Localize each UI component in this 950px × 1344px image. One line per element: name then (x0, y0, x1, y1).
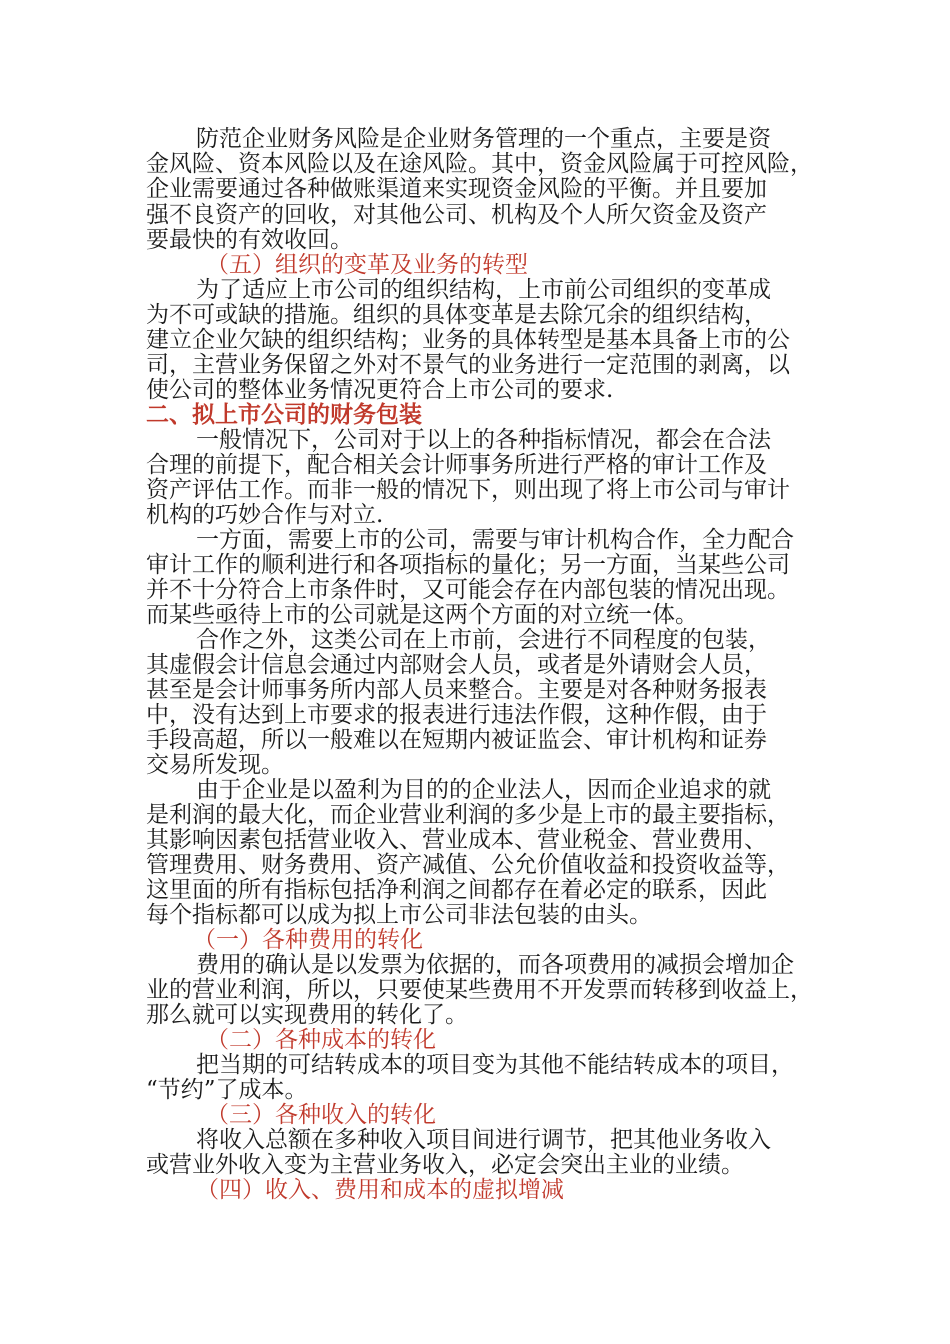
para-general-line-2: 合理的前提下，配合相关会计师事务所进行严格的审计工作及 (146, 452, 767, 478)
para-coop-line-6: 交易所发现。 (146, 752, 284, 778)
para-profit-line-4: 管理费用、财务费用、资产减值、公允价值收益和投资收益等， (146, 852, 790, 878)
para-income-line-1: 将收入总额在多种收入项目间进行调节，把其他业务收入 (196, 1127, 771, 1153)
para-general-line-3: 资产评估工作。而非一般的情况下，则出现了将上市公司与审计 (146, 477, 790, 503)
para-expense-line-2: 业的营业利润，所以，只要使某些费用不开发票而转移到收益上， (146, 977, 813, 1003)
para-profit-line-1: 由于企业是以盈利为目的的企业法人，因而企业追求的就 (196, 777, 771, 803)
para-coop-line-5: 手段高超，所以一般难以在短期内被证监会、审计机构和证券 (146, 727, 767, 753)
subheading-2: （二）各种成本的转化 (206, 1027, 436, 1053)
subheading-3: （三）各种收入的转化 (206, 1102, 436, 1128)
para-profit-line-2: 是利润的最大化，而企业营业利润的多少是上市的最主要指标， (146, 802, 790, 828)
para-aspect-line-2: 审计工作的顺利进行和各项指标的量化；另一方面，当某些公司 (146, 552, 790, 578)
para-aspect-line-4: 而某些亟待上市的公司就是这两个方面的对立统一体。 (146, 602, 698, 628)
para-org-line-4: 司，主营业务保留之外对不景气的业务进行一定范围的剥离，以 (146, 352, 790, 378)
para-cost-line-1: 把当期的可结转成本的项目变为其他不能结转成本的项目， (196, 1052, 794, 1078)
para-aspect-line-1: 一方面，需要上市的公司，需要与审计机构合作，全力配合 (196, 527, 794, 553)
para-risk-line-4: 强不良资产的回收，对其他公司、机构及个人所欠资金及资产 (146, 202, 767, 228)
para-general-line-1: 一般情况下，公司对于以上的各种指标情况，都会在合法 (196, 427, 771, 453)
para-profit-line-3: 其影响因素包括营业收入、营业成本、营业税金、营业费用、 (146, 827, 767, 853)
para-coop-line-4: 中，没有达到上市要求的报表进行违法作假，这种作假，由于 (146, 702, 767, 728)
para-income-line-2: 或营业外收入变为主营业务收入，必定会突出主业的业绩。 (146, 1152, 744, 1178)
para-org-line-5: 使公司的整体业务情况更符合上市公司的要求. (146, 377, 614, 403)
subheading-5: （五）组织的变革及业务的转型 (206, 252, 528, 278)
para-coop-line-3: 甚至是会计师事务所内部人员来整合。主要是对各种财务报表 (146, 677, 767, 703)
para-org-line-1: 为了适应上市公司的组织结构，上市前公司组织的变革成 (196, 277, 771, 303)
para-risk-line-1: 防范企业财务风险是企业财务管理的一个重点，主要是资 (196, 126, 771, 152)
para-coop-line-2: 其虚假会计信息会通过内部财会人员，或者是外请财会人员， (146, 652, 767, 678)
subheading-1: （一）各种费用的转化 (193, 927, 423, 953)
para-profit-line-6: 每个指标都可以成为拟上市公司非法包装的由头。 (146, 902, 652, 928)
para-general-line-4: 机构的巧妙合作与对立. (146, 502, 384, 528)
para-expense-line-3: 那么就可以实现费用的转化了。 (146, 1002, 468, 1028)
para-coop-line-1: 合作之外，这类公司在上市前，会进行不同程度的包装， (196, 627, 771, 653)
para-org-line-3: 建立企业欠缺的组织结构；业务的具体转型是基本具备上市的公 (146, 327, 790, 353)
para-profit-line-5: 这里面的所有指标包括净利润之间都存在着必定的联系，因此 (146, 877, 767, 903)
para-expense-line-1: 费用的确认是以发票为依据的，而各项费用的减损会增加企 (196, 952, 794, 978)
para-cost-line-2: “节约”了成本。 (146, 1077, 308, 1103)
para-risk-line-5: 要最快的有效收回。 (146, 227, 353, 253)
subheading-4: （四）收入、费用和成本的虚拟增减 (196, 1177, 564, 1203)
para-org-line-2: 为不可或缺的措施。组织的具体变革是去除冗余的组织结构， (146, 302, 767, 328)
section-heading-2: 二、拟上市公司的财务包装 (146, 401, 422, 428)
para-risk-line-2: 金风险、资本风险以及在途风险。其中，资金风险属于可控风险， (146, 151, 813, 177)
para-risk-line-3: 企业需要通过各种做账渠道来实现资金风险的平衡。并且要加 (146, 176, 767, 202)
para-aspect-line-3: 并不十分符合上市条件时，又可能会存在内部包装的情况出现。 (146, 577, 790, 603)
